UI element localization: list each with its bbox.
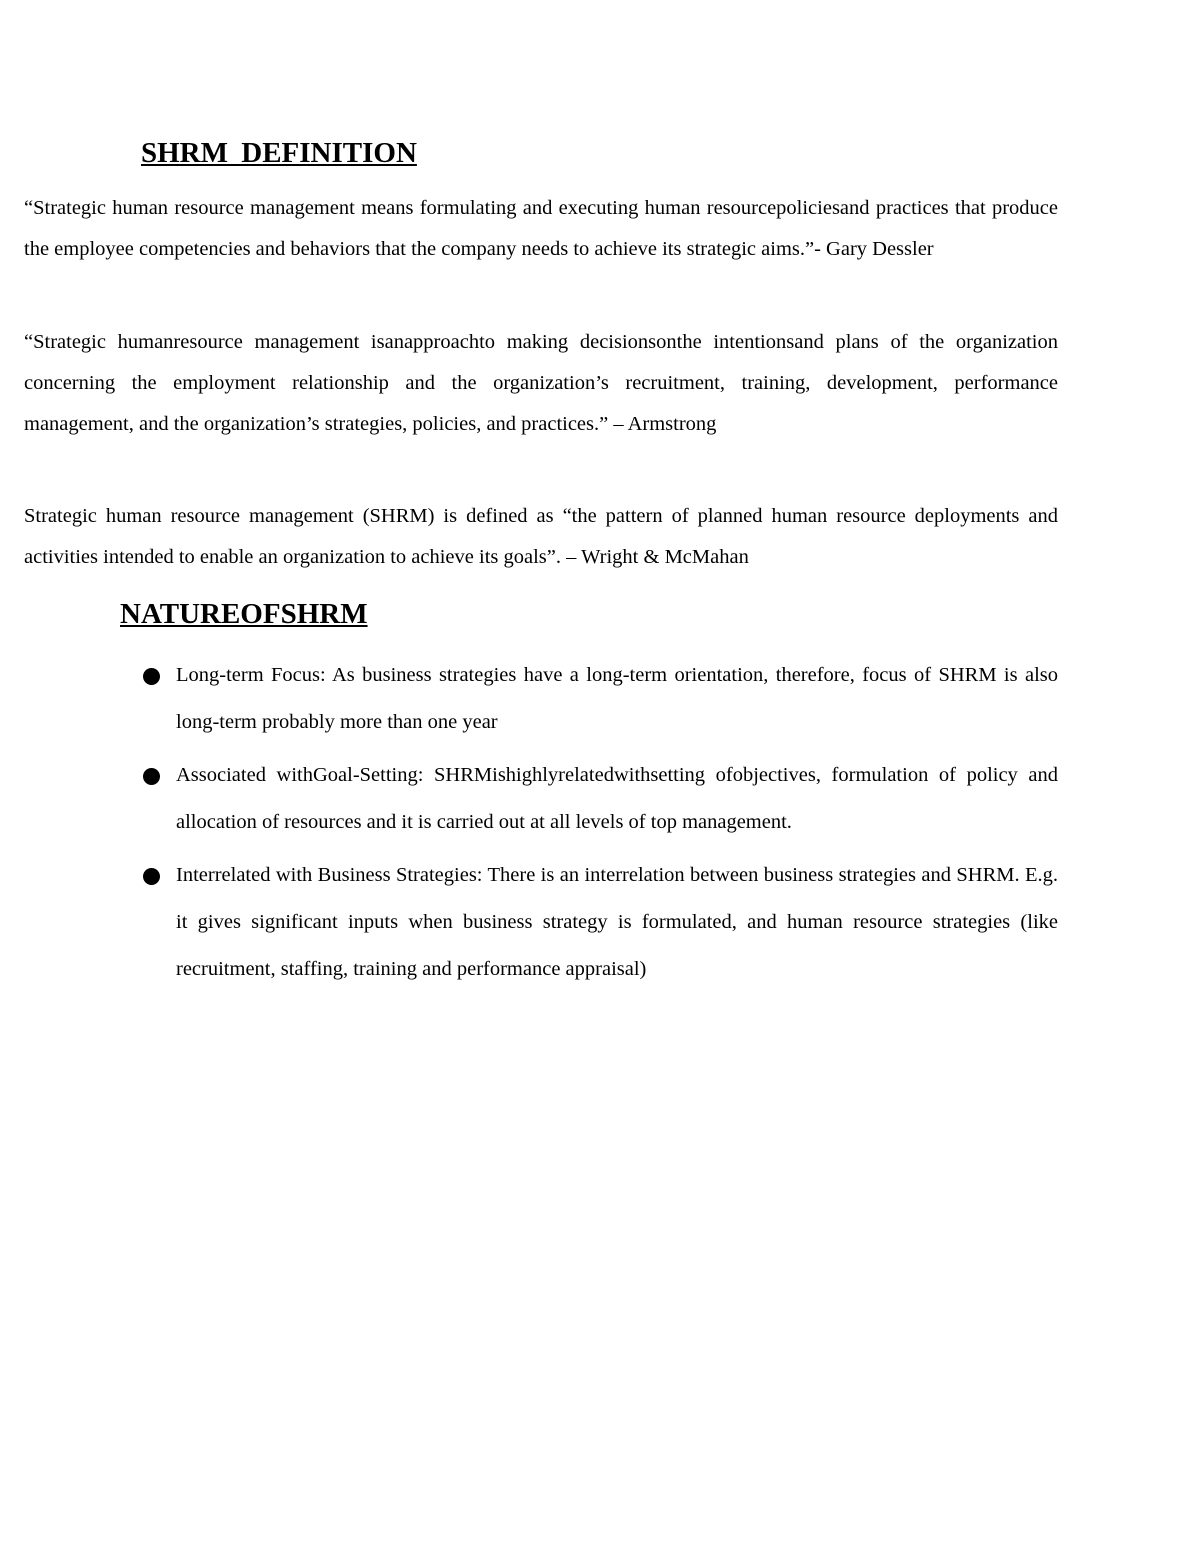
list-item <box>140 752 1058 846</box>
nature-heading: NATUREOFSHRM <box>120 598 368 630</box>
definition-paragraph-dessler: “Strategic human resource management means formulating and executing human resourcepoliciesand practices that produce the employee competencies and behaviors that the company needs to achieve its strategic aims.”- Gary Dessler <box>24 197 1058 260</box>
definition-paragraph-armstrong: “Strategic humanresource management isanapproachto making decisionsonthe intentionsand plans of the organization concerning the employment relationship and the organization’s recruitment, training, development, performance management, and the organization’s strategies, policies, and practices.” – Armstrong <box>24 331 1058 435</box>
bullet-text-business-strategies: Interrelated with Business Strategies: There is an interrelation between business strategies and SHRM. E.g. it gives significant inputs when business strategy is formulated, and human resource strategies (like recruitment, staffing, training and performance appraisal) <box>176 864 1058 980</box>
list-item <box>140 652 1058 746</box>
bullet-icon <box>143 868 160 885</box>
definition-paragraph-wright-mcmahan: Strategic human resource management (SHRM) is defined as “the pattern of planned human resource deployments and activities intended to enable an organization to achieve its goals”. – Wright & McMahan <box>24 505 1058 568</box>
bullet-icon <box>143 668 160 685</box>
bullet-text-long-term-focus: Long-term Focus: As business strategies have a long-term orientation, therefore, focus of SHRM is also long-term probably more than one year <box>176 664 1058 733</box>
bullet-text-goal-setting: Associated withGoal-Setting: SHRMishighlyrelatedwithsetting ofobjectives, formulation of policy and allocation of resources and it is carried out at all levels of top management. <box>176 764 1058 833</box>
definition-heading: SHRM DEFINITION <box>141 137 417 169</box>
list-item <box>140 852 1058 993</box>
bullet-icon <box>143 768 160 785</box>
nature-bullet-list <box>140 652 1058 999</box>
